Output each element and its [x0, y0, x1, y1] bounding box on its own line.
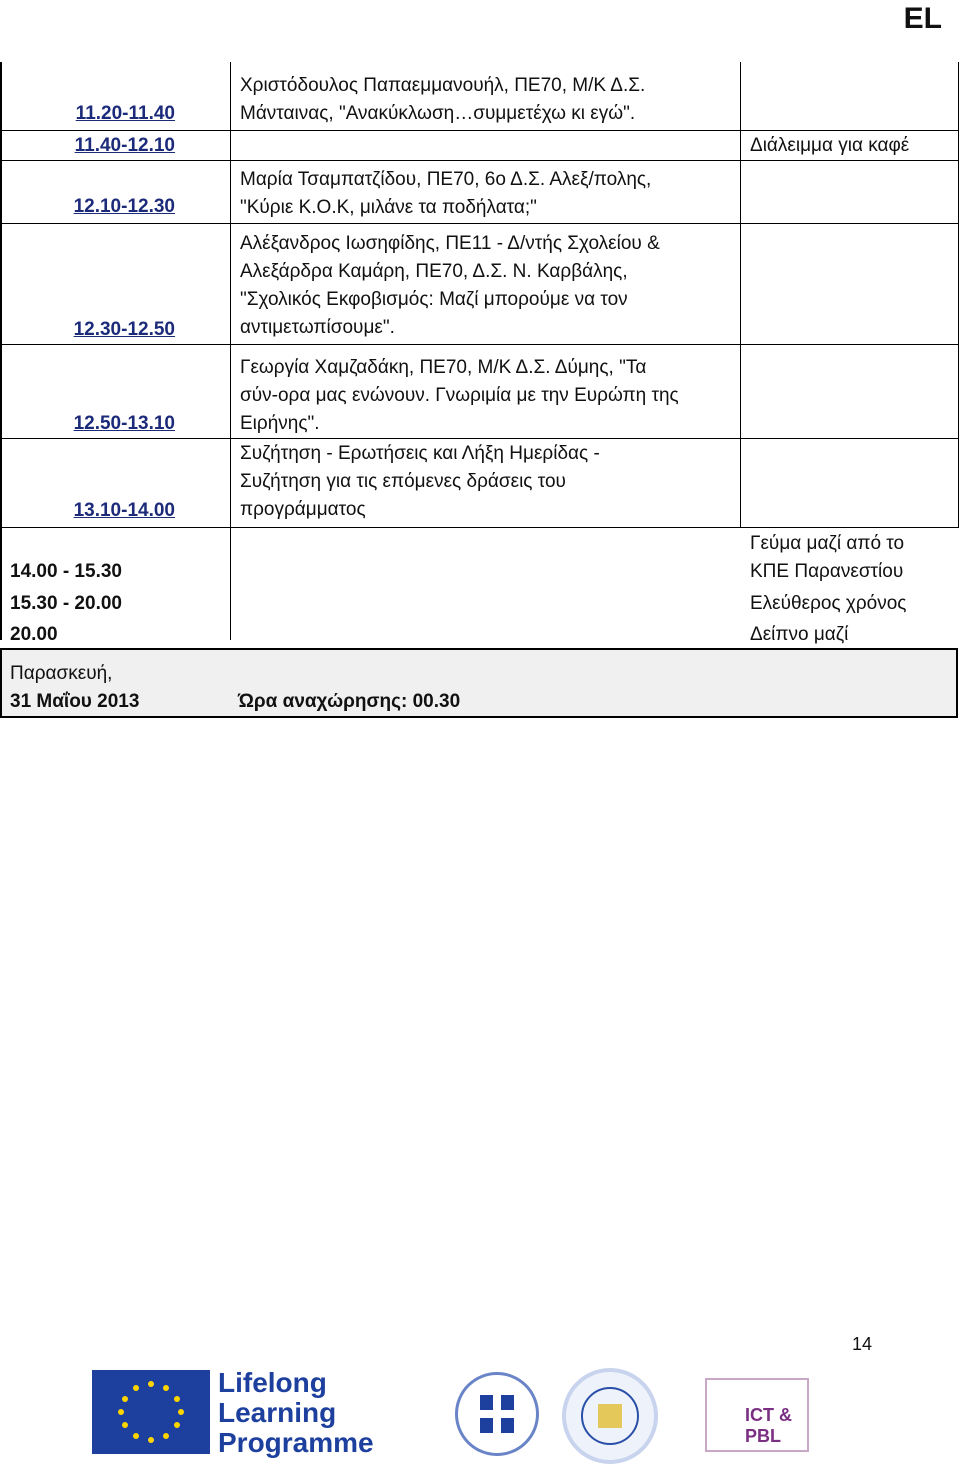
page-number: 14 [851, 1334, 872, 1354]
session-note: Δείπνο μαζί [750, 624, 849, 645]
logo-text: ICT & PBL [745, 1405, 792, 1446]
grid-line [958, 62, 959, 528]
session-time: 20.00 [10, 624, 58, 645]
logo-text: Learning [218, 1397, 337, 1428]
eu-flag-logo [92, 1370, 210, 1454]
session-time: 12.30-12.50 [73, 319, 175, 340]
session-time: 12.50-13.10 [73, 413, 175, 434]
grid-line [956, 648, 958, 718]
session-description: Γεωργία Χαμζαδάκη, ΠΕ70, Μ/Κ Δ.Σ. Δύμης, "Τα σύν-ορα μας ενώνουν. Γνωριμία με την Ευρώπη της Ειρήνης". [240, 357, 679, 434]
friday-date: 31 Μαΐου 2013 [10, 691, 140, 712]
session-note: Διάλειμμα για καφέ [750, 135, 910, 156]
session-time: 12.10-12.30 [73, 196, 175, 217]
session-time: 14.00 - 15.30 [10, 561, 122, 582]
session-time: 11.20-11.40 [75, 103, 175, 124]
logo-text: Programme [218, 1427, 374, 1458]
footer-logos [0, 1360, 960, 1479]
lifelong-learning-logo [218, 1368, 374, 1458]
grid-line [740, 62, 741, 528]
session-description: Μαρία Τσαμπατζίδου, ΠΕ70, 6ο Δ.Σ. Αλεξ/πολης, "Κύριε Κ.Ο.Κ, μιλάνε τα ποδήλατα;" [240, 169, 652, 218]
grid-line [230, 62, 231, 640]
grid-line [0, 223, 958, 224]
session-note: Γεύμα μαζί από το ΚΠΕ Παρανεστίου [750, 533, 905, 582]
grid-line [0, 160, 958, 161]
session-time: 11.40-12.10 [74, 135, 175, 156]
session-time: 15.30 - 20.00 [10, 593, 122, 614]
grid-line [0, 716, 958, 718]
session-note: Ελεύθερος χρόνος [750, 593, 907, 614]
session-description: Αλέξανδρος Ιωσηφίδης, ΠΕ11 - Δ/ντής Σχολείου & Αλεξάρδρα Καμάρη, ΠΕ70, Δ.Σ. Ν. Καρβάλης, "Σχολικός Εκφοβισμός: Μαζί μπορούμε να τον αντιμετωπίσουμε". [240, 233, 660, 338]
grid-line [0, 527, 958, 528]
school-seal-logo [562, 1368, 658, 1464]
session-description: Χριστόδουλος Παπαεμμανουήλ, ΠΕ70, Μ/Κ Δ.Σ. Μάνταινας, "Ανακύκλωση…συμμετέχω κι εγώ". [240, 75, 646, 124]
grid-line [0, 344, 958, 345]
session-time: 13.10-14.00 [73, 500, 175, 521]
grid-line [0, 130, 958, 131]
language-code: EL [903, 2, 942, 35]
grid-line [0, 438, 958, 439]
grid-line [0, 62, 2, 640]
greek-emblem-logo [455, 1372, 539, 1456]
ict-pbl-logo [705, 1378, 809, 1452]
departure-time: Ώρα αναχώρησης: 00.30 [238, 691, 461, 712]
friday-day: Παρασκευή, [10, 663, 113, 684]
logo-text: Lifelong [218, 1367, 327, 1398]
session-description: Συζήτηση - Ερωτήσεις και Λήξη Ημερίδας - Συζήτηση για τις επόμενες δράσεις του προγράμματος [240, 443, 600, 520]
